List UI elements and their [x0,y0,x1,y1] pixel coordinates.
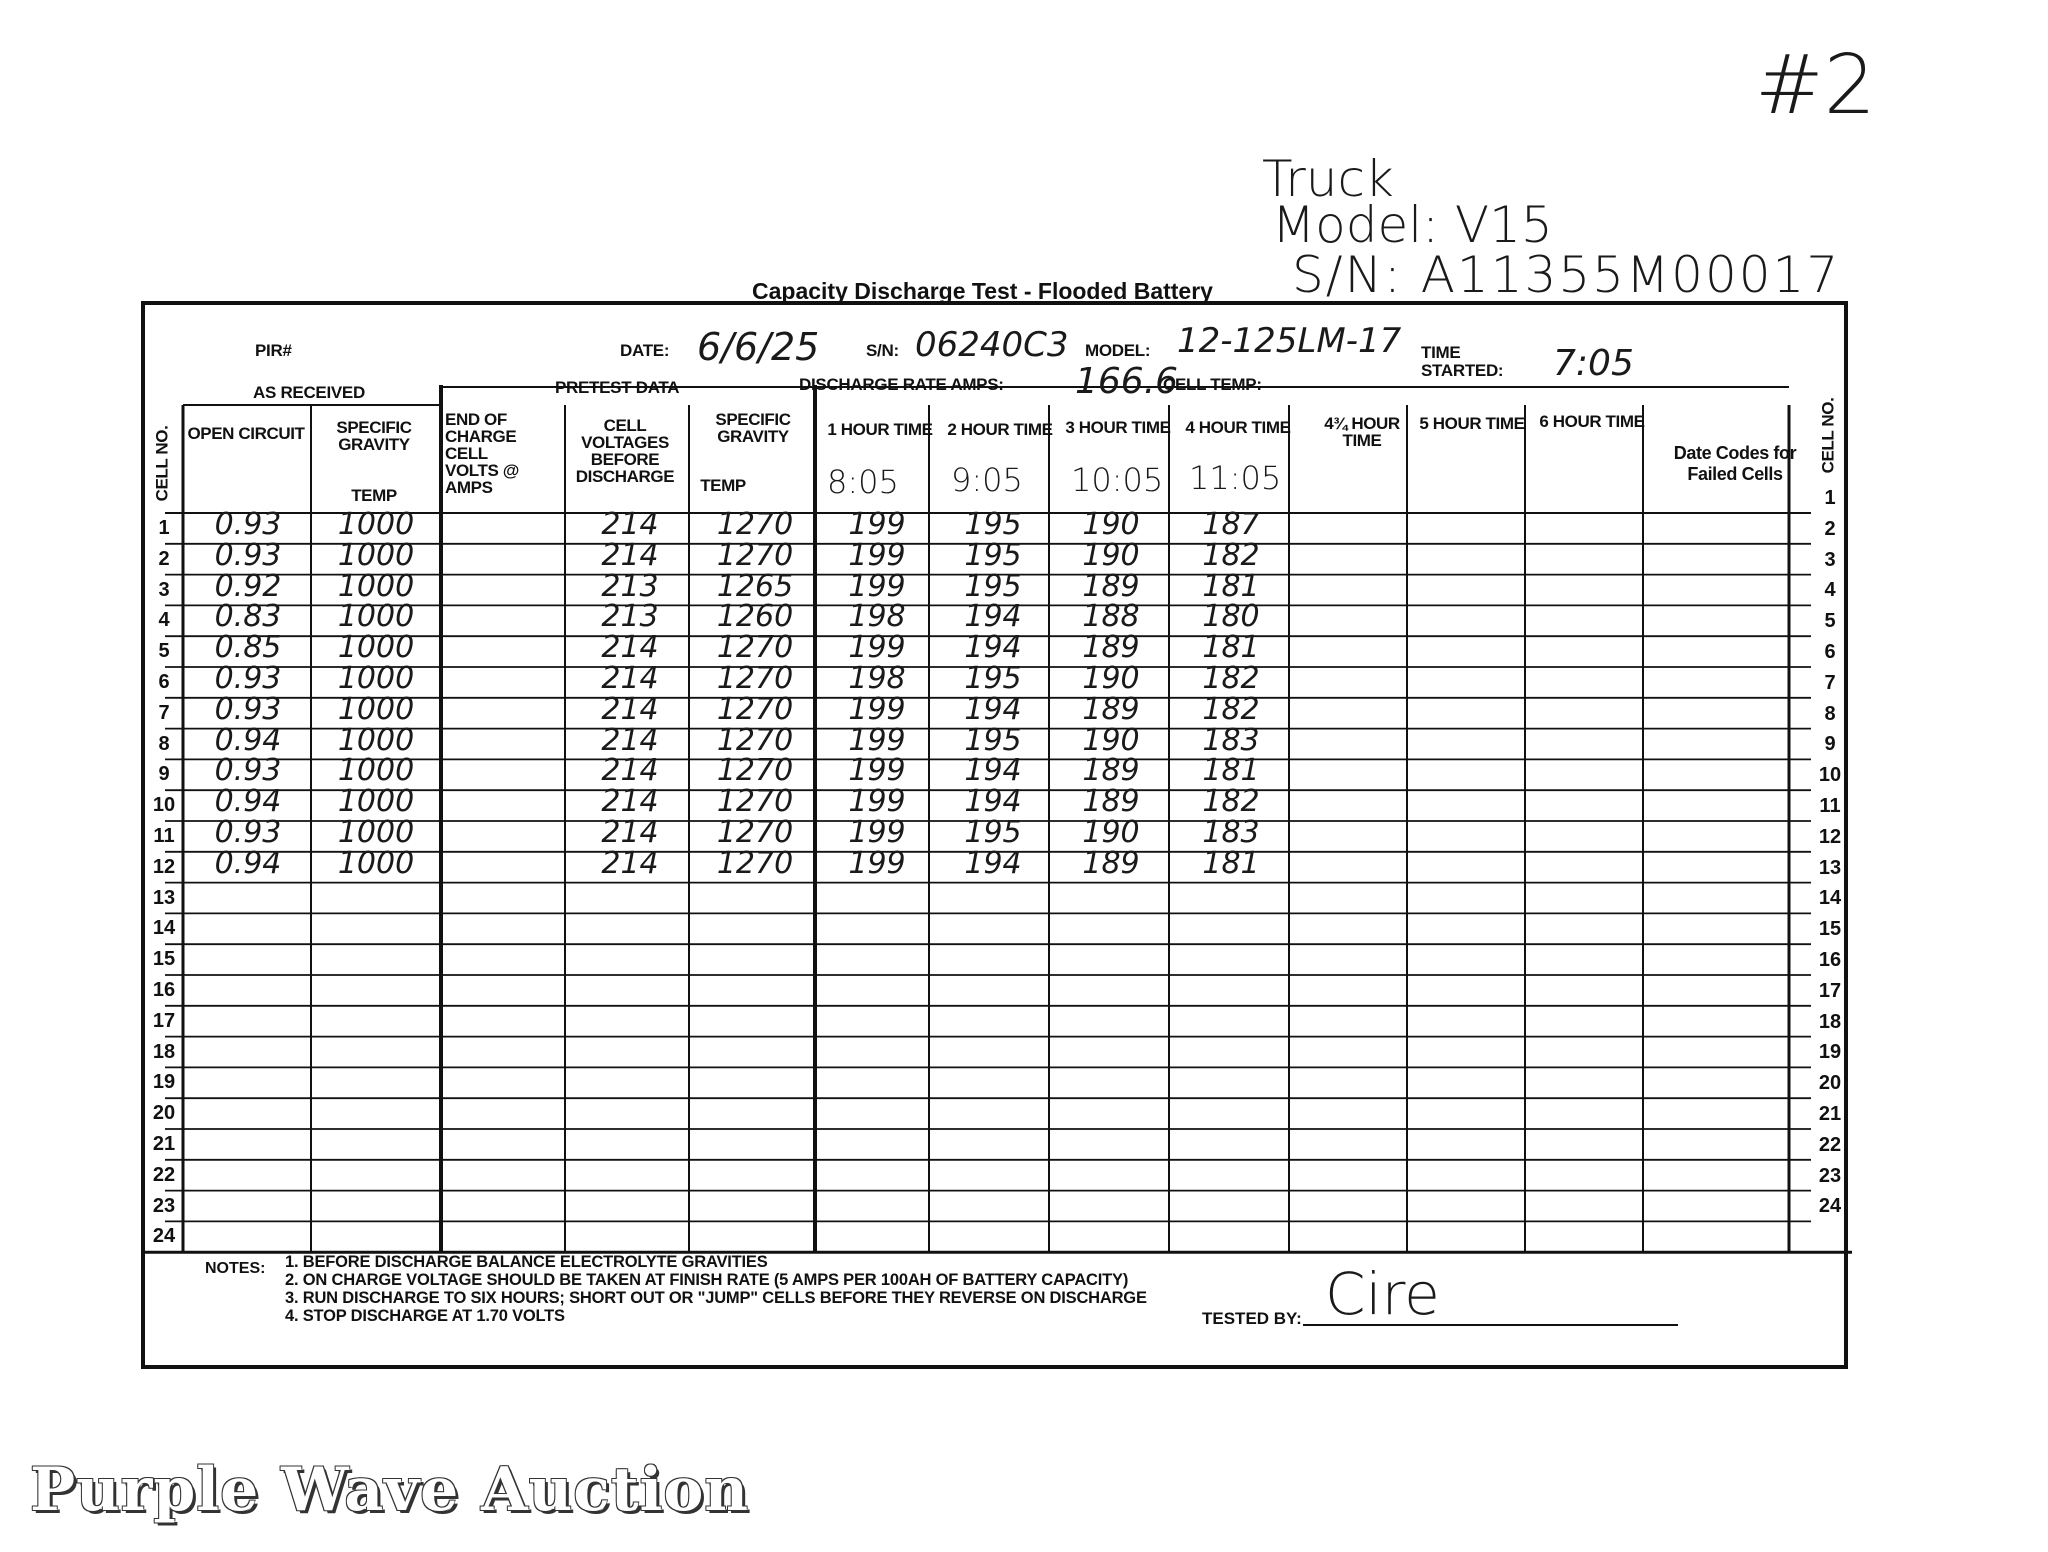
row-number-left: 1 [158,517,170,539]
open-circuit-value: 0.93 [214,661,282,696]
row-number-right: 22 [1818,1133,1842,1156]
cell-no-header-left: CELL NO. [152,425,172,501]
cell-voltage-value: 213 [601,599,659,635]
row-number-right: 9 [1824,733,1836,756]
open-circuit-value: 0.93 [214,753,282,789]
hour-3-reading: 189 [1082,568,1140,604]
specific-gravity-pretest-value: 1260 [716,599,794,635]
specific-gravity-value: 1000 [337,845,415,881]
hour-3-reading: 190 [1082,661,1140,696]
specific-gravity-value: 1000 [337,784,415,820]
end-of-charge-header: END OF CHARGE CELL VOLTS @ AMPS [445,410,519,497]
row-number-right: 17 [1818,979,1842,1002]
hour-2-reading: 195 [964,568,1022,604]
hour-4-75-header: 4¾ HOUR TIME [1324,414,1400,450]
cell-voltage-value: 214 [601,845,659,881]
temp-header-1: TEMP [351,486,397,505]
cell-voltage-value: 214 [601,753,659,789]
discharge-rate-value: 166.6 [1075,361,1179,402]
hour-4-reading: 182 [1202,537,1260,573]
hour-1-reading: 199 [848,568,906,604]
hour-3-reading: 188 [1082,599,1140,635]
specific-gravity-pretest-value: 1270 [716,507,794,542]
note-3: 3. RUN DISCHARGE TO SIX HOURS; SHORT OUT OR "JUMP" CELLS BEFORE THEY REVERSE ON DISCHARGE [285,1289,1147,1307]
hour-2-reading: 194 [964,599,1022,635]
hour-1-reading: 199 [848,537,906,573]
hour-3-reading: 190 [1082,507,1140,542]
notes-label: NOTES: [205,1260,266,1277]
row-number-left: 11 [153,825,175,847]
row-number-left: 9 [158,763,170,786]
hour-4-reading: 183 [1202,815,1260,850]
cell-voltage-value: 214 [601,784,659,820]
cell-voltage-value: 214 [601,507,659,542]
row-number-left: 14 [152,917,176,940]
row-number-right: 12 [1818,825,1842,848]
specific-gravity-value: 1000 [337,568,415,604]
hour-2-reading: 195 [964,661,1022,696]
hour-2-reading: 194 [964,784,1022,820]
specific-gravity-pretest-value: 1270 [716,722,794,758]
hour-4-reading: 180 [1202,599,1260,635]
cell-voltage-value: 214 [601,722,659,758]
row-number-left: 17 [152,1009,176,1032]
hour-3-reading: 189 [1082,753,1140,789]
hour-1-reading: 199 [848,753,906,789]
specific-gravity-pretest-value: 1270 [716,845,794,881]
row-number-left: 16 [152,979,176,1001]
hour-3-reading: 189 [1082,630,1140,666]
row-number-left: 7 [158,701,170,724]
specific-gravity-pretest-value: 1265 [716,568,794,604]
tested-by-signature: Cire [1325,1260,1440,1328]
row-number-right: 20 [1818,1072,1842,1095]
row-number-left: 8 [158,732,170,755]
row-number-right: 4 [1824,579,1836,602]
hour-1-reading: 198 [848,599,906,635]
cell-voltage-value: 214 [601,815,659,850]
hour-2-reading: 195 [964,507,1022,542]
open-circuit-value: 0.92 [214,568,282,604]
discharge-test-form [141,301,1848,1369]
specific-gravity-value: 1000 [337,599,415,635]
model-value: 12-125LM-17 [1177,321,1402,361]
row-number-right: 18 [1818,1010,1842,1033]
row-number-right: 7 [1824,671,1836,694]
hour-4-reading: 182 [1202,784,1260,820]
row-number-right: 23 [1818,1164,1842,1187]
pretest-data-label: PRETEST DATA [555,378,680,397]
pir-label: PIR# [255,341,292,360]
cell-voltage-value: 214 [601,537,659,573]
hour-4-reading: 181 [1202,845,1260,881]
specific-gravity-value: 1000 [337,815,415,850]
row-number-left: 24 [152,1225,176,1248]
temp-header-2: TEMP [700,476,746,495]
row-number-left: 3 [158,578,170,601]
specific-gravity-pretest-value: 1270 [716,753,794,789]
model-label: MODEL: [1085,341,1151,360]
discharge-rate-label: DISCHARGE RATE AMPS: [799,375,1004,394]
specific-gravity-header-2: SPECIFIC GRAVITY [715,410,791,446]
sn-label: S/N: [866,341,899,360]
open-circuit-value: 0.93 [214,507,282,542]
specific-gravity-pretest-value: 1270 [716,537,794,573]
hour-1-reading: 198 [848,661,906,696]
cell-voltage-value: 214 [601,661,659,696]
specific-gravity-pretest-value: 1270 [716,815,794,850]
hour-1-reading: 199 [848,784,906,820]
row-number-right: 13 [1818,856,1842,879]
hour-3-reading: 190 [1082,815,1140,850]
row-number-right: 16 [1818,949,1842,971]
hour-1-reading: 199 [848,630,906,666]
open-circuit-value: 0.85 [214,630,282,666]
hour-4-header: 4 HOUR TIME [1185,418,1291,437]
hour-5-header: 5 HOUR TIME [1419,414,1525,433]
row-number-right: 8 [1824,702,1836,725]
truck-note-line3: S/N: A11355M00017 [1292,246,1841,304]
date-value: 6/6/25 [697,325,820,369]
specific-gravity-pretest-value: 1270 [716,661,794,696]
open-circuit-value: 0.93 [214,815,282,850]
hour-2-reading: 194 [964,691,1022,727]
hour-4-time: 11:05 [1189,459,1282,497]
note-4: 4. STOP DISCHARGE AT 1.70 VOLTS [285,1307,565,1325]
row-number-left: 10 [152,794,176,817]
row-number-left: 15 [152,948,176,971]
date-codes-header: Date Codes for Failed Cells [1673,443,1797,484]
hour-3-reading: 190 [1082,537,1140,573]
row-number-left: 6 [158,671,170,693]
hour-4-reading: 181 [1202,753,1260,789]
hour-3-reading: 190 [1082,722,1140,758]
specific-gravity-value: 1000 [337,630,415,666]
cell-voltages-header: CELL VOLTAGES BEFORE DISCHARGE [575,416,675,486]
date-label: DATE: [620,341,670,360]
specific-gravity-pretest-value: 1270 [716,784,794,820]
sn-value: 06240C3 [915,325,1069,365]
hour-1-time: 8:05 [827,463,899,501]
open-circuit-value: 0.94 [214,845,282,881]
row-number-right: 11 [1819,795,1841,817]
hour-4-reading: 182 [1202,691,1260,727]
row-number-left: 4 [158,609,170,632]
hour-2-reading: 194 [964,753,1022,789]
sheet-number: #2 [1755,38,1876,133]
row-number-left: 20 [152,1102,176,1125]
row-number-left: 21 [152,1133,176,1155]
specific-gravity-header-1: SPECIFIC GRAVITY [336,418,412,454]
cell-voltage-value: 214 [601,630,659,666]
hour-4-reading: 182 [1202,661,1260,696]
cell-voltage-value: 214 [601,691,659,727]
row-number-left: 12 [152,855,176,878]
hour-2-reading: 195 [964,722,1022,758]
as-received-label: AS RECEIVED [253,383,365,402]
hour-3-header: 3 HOUR TIME [1065,418,1171,437]
row-number-left: 2 [158,547,170,570]
hour-4-reading: 187 [1202,507,1260,542]
hour-6-header: 6 HOUR TIME [1539,412,1645,431]
open-circuit-value: 0.94 [214,722,282,758]
time-started-value: 7:05 [1553,343,1634,384]
specific-gravity-value: 1000 [337,537,415,573]
specific-gravity-pretest-value: 1270 [716,691,794,727]
cell-voltage-value: 213 [601,568,659,604]
hour-3-reading: 189 [1082,845,1140,881]
truck-note-line1: Truck [1262,150,1394,208]
specific-gravity-pretest-value: 1270 [716,630,794,666]
row-number-right: 15 [1818,918,1842,941]
specific-gravity-value: 1000 [337,722,415,758]
hour-4-reading: 181 [1202,568,1260,604]
open-circuit-value: 0.93 [214,691,282,727]
hour-3-reading: 189 [1082,784,1140,820]
cell-temp-label: CELL TEMP: [1163,375,1262,394]
row-number-right: 21 [1818,1103,1842,1125]
hour-3-reading: 189 [1082,691,1140,727]
open-circuit-value: 0.93 [214,537,282,573]
row-number-right: 19 [1818,1041,1842,1064]
specific-gravity-value: 1000 [337,507,415,542]
hour-1-header: 1 HOUR TIME [827,420,933,439]
row-number-right: 24 [1818,1195,1842,1218]
hour-2-reading: 194 [964,845,1022,881]
row-number-left: 22 [152,1163,176,1186]
row-number-left: 23 [152,1194,176,1217]
hour-2-reading: 195 [964,537,1022,573]
cell-no-header-right: CELL NO. [1818,397,1838,473]
time-started-label-1: TIME [1421,343,1461,362]
hour-1-reading: 199 [848,507,906,542]
hour-2-reading: 195 [964,815,1022,850]
hour-2-header: 2 HOUR TIME [947,420,1053,439]
row-number-left: 5 [158,640,170,663]
truck-note-line2: Model: V15 [1272,196,1553,254]
row-number-left: 18 [152,1040,176,1063]
note-2: 2. ON CHARGE VOLTAGE SHOULD BE TAKEN AT FINISH RATE (5 AMPS PER 100AH OF BATTERY CAPACITY) [285,1271,1129,1289]
row-number-left: 13 [152,886,176,909]
row-number-right: 10 [1818,764,1842,787]
time-started-label-2: STARTED: [1421,361,1504,380]
hour-4-reading: 181 [1202,630,1260,666]
hour-3-time: 10:05 [1071,461,1164,499]
hour-2-reading: 194 [964,630,1022,666]
hour-1-reading: 199 [848,691,906,727]
row-number-right: 3 [1824,548,1836,571]
note-1: 1. BEFORE DISCHARGE BALANCE ELECTROLYTE GRAVITIES [285,1253,768,1271]
watermark: Purple Wave Auction [30,1455,749,1525]
tested-by-label: TESTED BY: [1202,1309,1302,1328]
open-circuit-value: 0.83 [214,599,282,635]
row-number-right: 1 [1824,487,1836,509]
row-number-right: 5 [1824,610,1836,633]
row-number-left: 19 [152,1071,176,1094]
hour-1-reading: 199 [848,845,906,881]
form-title: Capacity Discharge Test - Flooded Battery [752,278,1213,304]
hour-2-time: 9:05 [951,461,1023,499]
row-number-right: 6 [1824,641,1836,663]
row-number-right: 2 [1824,517,1836,540]
hour-4-reading: 183 [1202,722,1260,758]
specific-gravity-value: 1000 [337,753,415,789]
hour-1-reading: 199 [848,722,906,758]
row-number-right: 14 [1818,887,1842,910]
specific-gravity-value: 1000 [337,661,415,696]
open-circuit-header: OPEN CIRCUIT [187,424,305,443]
open-circuit-value: 0.94 [214,784,282,820]
specific-gravity-value: 1000 [337,691,415,727]
hour-1-reading: 199 [848,815,906,850]
